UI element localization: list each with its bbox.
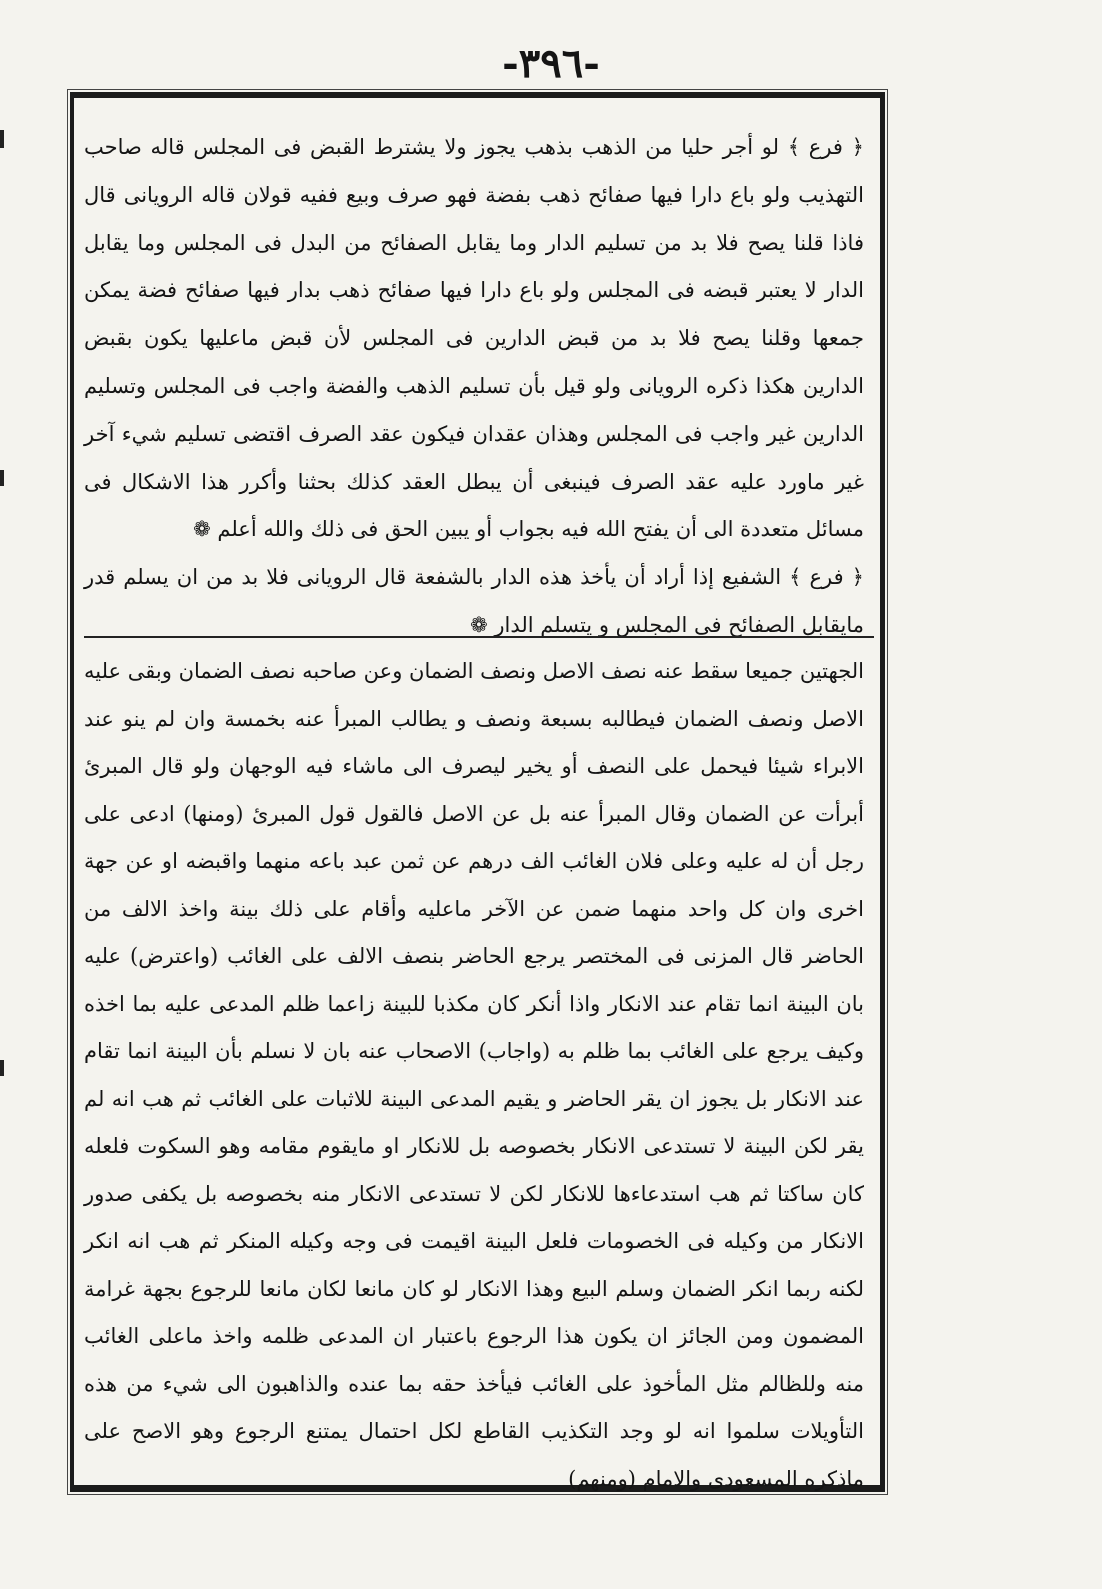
main-paragraph-1: ﴿ فرع ﴾ لو أجر حليا من الذهب بذهب يجوز ولا يشترط القبض فى المجلس قاله صاحب التهذيب ولو باع دارا فيها صفائح ذهب بفضة فهو صرف وبيع ففيه قولان قاله الرويانى قال فاذا قلنا يصح فلا بد من تسليم الدار وما يقابل الصفائح من البدل فى المجلس وما يقابل الدار لا يعتبر قبضه فى المجلس ولو باع دارا فيها صفائح ذهب بدار فيها صفائح فضة يمكن جمعها وقلنا يصح فلا بد من قبض الدارين فى المجلس لأن قبض ماعليها يكون بقبض الدارين هكذا ذكره الرويانى ولو قيل بأن تسليم الذهب والفضة واجب فى المجلس وتسليم الدارين غير واجب فى المجلس وهذان عقدان فيكون عقد الصرف اقتضى تسليم شيء آخر غير ماورد عليه عقد الصرف فينبغى أن يبطل العقد كذلك بحثنا وأكرر هذا الاشكال فى مسائل متعددة الى أن يفتح الله فيه بجواب أو يبين الحق فى ذلك والله أعلم ❁ xyxy=(84,135,864,542)
binding-mark-middle xyxy=(0,470,4,486)
page-number: -٣٩٦- xyxy=(502,40,600,87)
binding-mark-bottom xyxy=(0,1060,4,1076)
main-paragraph-2: ﴿ فرع ﴾ الشفيع إذا أراد أن يأخذ هذه الدار بالشفعة قال الرويانى فلا بد من ان يسلم قدر مايقابل الصفائح فى المجلس و يتسلم الدار ❁ xyxy=(84,565,864,637)
binding-mark-top xyxy=(0,130,4,148)
section-divider xyxy=(84,636,874,638)
commentary-paragraph: الجهتين جميعا سقط عنه نصف الاصل ونصف الضمان وعن صاحبه نصف الضمان وبقى عليه الاصل ونصف الضمان فيطالبه بسبعة ونصف و يطالب المبرأ عنه بخمسة وان لم ينو عند الابراء شيئا فيحمل على النصف أو يخير ليصرف الى ماشاء فيه الوجهان ولو قال المبرئ أبرأت عن الضمان وقال المبرأ عنه بل عن الاصل فالقول قول المبرئ (ومنها) ادعى على رجل أن له عليه وعلى فلان الغائب الف درهم عن ثمن عبد باعه منهما واقبضه او عن جهة اخرى وان كل واحد منهما ضمن عن الآخر ماعليه وأقام على ذلك بينة واخذ الالف من الحاضر قال المزنى فى المختصر يرجع الحاضر بنصف الالف على الغائب (واعترض) عليه بان البينة انما تقام عند الانكار واذا أنكر كان مكذبا للبينة زاعما ظلم المدعى عليه بما اخذه وكيف يرجع على الغائب بما ظلم به (واجاب) الاصحاب عنه بان لا نسلم بأن البينة انما تقام عند الانكار بل يجوز ان يقر الحاضر و يقيم المدعى البينة للاثبات على الغائب ثم هب انه لم يقر لكن البينة لا تستدعى الانكار بخصوصه بل للانكار او مايقوم مقامه وهو السكوت فلعله كان ساكتا ثم هب استدعاءها للانكار لكن لا تستدعى الانكار منه بخصوصه بل يكفى صدور الانكار من وكيله فى الخصومات فلعل البينة اقيمت فى وجه وكيله المنكر ثم هب انه انكر لكنه ربما انكر الضمان وسلم البيع وهذا الانكار لو كان مانعا لكان مانعا للرجوع بجهة غرامة المضمون ومن الجائز ان يكون هذا الرجوع باعتبار ان المدعى ظلمه واخذ ماعلى الغائب منه وللظالم مثل المأخوذ على الغائب فيأخذ حقه بما عنده والذاهبون الى شيء من هذه التأويلات سلموا انه لو وجد التكذيب القاطع لكل احتمال يمتنع الرجوع وهو الاصح على ماذكره المسعودى والامام (ومنهم) xyxy=(84,659,864,1491)
commentary-text xyxy=(84,648,864,1503)
main-text xyxy=(84,124,864,650)
